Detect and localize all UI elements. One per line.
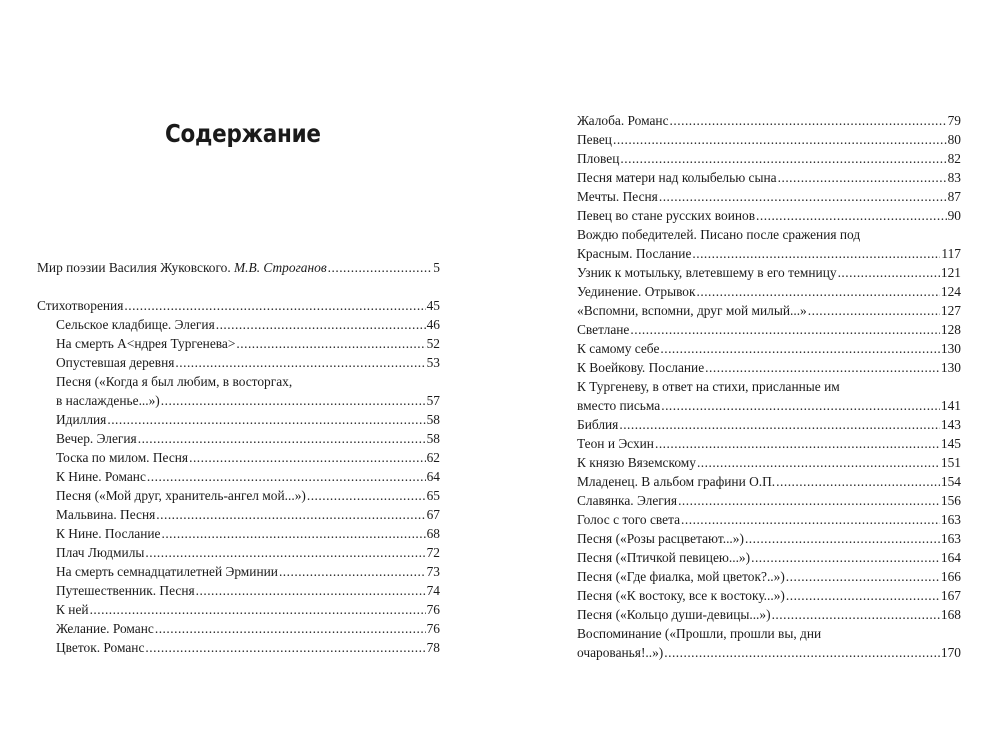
- toc-entry: Сельское кладбище. Элегия ..... 46: [56, 316, 440, 334]
- toc-entry: На смерть семнадцатилетней Эрминии ..... 73: [56, 563, 440, 581]
- toc-entry: Узник к мотыльку, влетевшему в его темницу ..... 121: [577, 264, 961, 282]
- toc-entry: Красным. Послание ..... 117: [577, 245, 961, 263]
- toc-entry: К Нине. Романс ..... 64: [56, 468, 440, 486]
- toc-entry: в наслажденье...») ..... 57: [56, 392, 440, 410]
- toc-entry: Вечер. Элегия ..... 58: [56, 430, 440, 448]
- toc-entry: Мечты. Песня ..... 87: [577, 188, 961, 206]
- toc-entry-first-line: Воспоминание («Прошли, прошли вы, дни: [577, 626, 822, 641]
- toc-entry: Пловец ..... 82: [577, 150, 961, 168]
- toc-entry-first-line: К Тургеневу, в ответ на стихи, присланные им: [577, 379, 840, 394]
- toc-entry: Певец ..... 80: [577, 131, 961, 149]
- toc-entry: Голос с того света ..... 163: [577, 511, 961, 529]
- toc-section: Стихотворения ..... 45: [37, 297, 440, 315]
- toc-entry: На смерть А<ндрея Тургенева> ..... 52: [56, 335, 440, 353]
- toc-entry: К Нине. Послание ..... 68: [56, 525, 440, 543]
- toc-entry: Уединение. Отрывок ..... 124: [577, 283, 961, 301]
- toc-entry-first-line: Вождю победителей. Писано после сражения под: [577, 227, 861, 242]
- toc-entry: Мир поэзии Василия Жуковского. М.В. Строганов ..... 5: [37, 259, 440, 277]
- page-title: Содержание: [165, 119, 321, 148]
- toc-entry: очарованья!..») ..... 170: [577, 644, 961, 662]
- right-page: [500, 0, 1000, 754]
- toc-entry: Цветок. Романс ..... 78: [56, 639, 440, 657]
- toc-entry: К Воейкову. Послание ..... 130: [577, 359, 961, 377]
- toc-entry: Младенец. В альбом графини О.П. ..... 154: [577, 473, 961, 491]
- toc-entry: «Вспомни, вспомни, друг мой милый...» ..... 127: [577, 302, 961, 320]
- toc-entry: Желание. Романс ..... 76: [56, 620, 440, 638]
- toc-entry-first-line: Песня («Когда я был любим, в восторгах,: [56, 374, 293, 389]
- toc-entry: Славянка. Элегия ..... 156: [577, 492, 961, 510]
- toc-entry: Песня («Где фиалка, мой цветок?..») ..... 166: [577, 568, 961, 586]
- toc-entry: Опустевшая деревня ..... 53: [56, 354, 440, 372]
- toc-entry: Идиллия ..... 58: [56, 411, 440, 429]
- toc-entry: Мальвина. Песня ..... 67: [56, 506, 440, 524]
- toc-entry: К князю Вяземскому ..... 151: [577, 454, 961, 472]
- toc-entry: Певец во стане русских воинов ..... 90: [577, 207, 961, 225]
- toc-entry: Путешественник. Песня ..... 74: [56, 582, 440, 600]
- toc-entry: Песня («Птичкой певицею...») ..... 164: [577, 549, 961, 567]
- toc-entry: Песня («Кольцо души-девицы...») ..... 168: [577, 606, 961, 624]
- toc-entry: К ней ..... 76: [56, 601, 440, 619]
- toc-entry: Песня матери над колыбелью сына ..... 83: [577, 169, 961, 187]
- toc-entry: Библия ..... 143: [577, 416, 961, 434]
- toc-entry: вместо письма ..... 141: [577, 397, 961, 415]
- toc-entry: К самому себе ..... 130: [577, 340, 961, 358]
- toc-entry: Теон и Эсхин ..... 145: [577, 435, 961, 453]
- toc-entry: Светлане ..... 128: [577, 321, 961, 339]
- toc-entry: Песня («Мой друг, хранитель-ангел мой...») ..... 65: [56, 487, 440, 505]
- toc-entry: Плач Людмилы ..... 72: [56, 544, 440, 562]
- toc-entry: Песня («К востоку, все к востоку...») ..... 167: [577, 587, 961, 605]
- toc-entry: Жалоба. Романс ..... 79: [577, 112, 961, 130]
- toc-entry: Тоска по милом. Песня ..... 62: [56, 449, 440, 467]
- toc-entry: Песня («Розы расцветают...») ..... 163: [577, 530, 961, 548]
